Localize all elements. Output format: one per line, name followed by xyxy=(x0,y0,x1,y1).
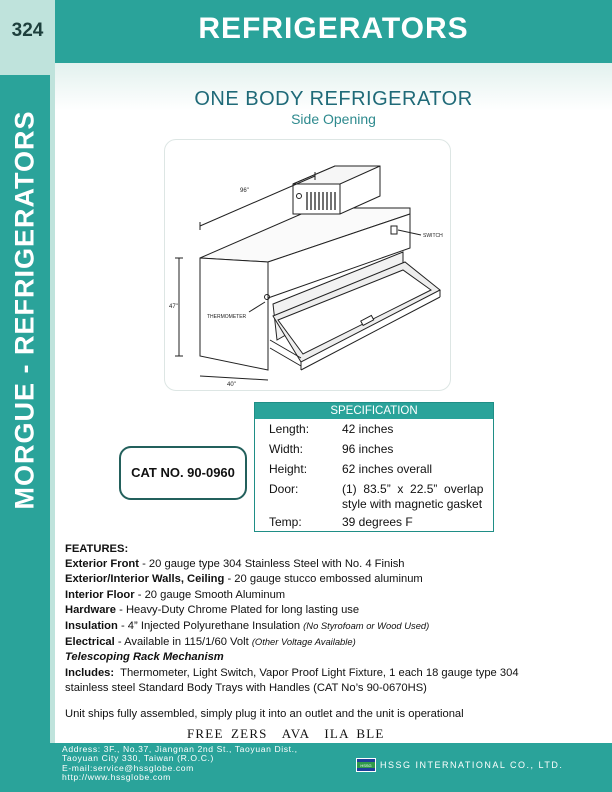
spec-label-width: Width: xyxy=(269,442,304,456)
sidebar-label: MORGUE - REFRIGERATORS xyxy=(9,110,40,510)
catalog-number: CAT NO. 90-0960 xyxy=(119,446,247,500)
page-number: 324 xyxy=(11,20,44,41)
telescoping-mechanism: Telescoping Rack Mechanism xyxy=(65,651,224,664)
spec-value-width: 96 inches xyxy=(342,442,394,456)
dimension-height-label: 47" xyxy=(169,304,178,310)
dimension-depth-label: 40" xyxy=(227,382,236,388)
company-name: HSSG INTERNATIONAL CO., LTD. xyxy=(380,760,564,770)
freezers-available-note: FREE ZERS AVA ILA BLE xyxy=(187,726,385,741)
company-logo-icon xyxy=(356,758,376,772)
includes-line-2: stainless steel Standard Body Trays with Handles (CAT No’s 90-0670HS) xyxy=(65,681,427,694)
feature-item: Exterior Front - 20 gauge type 304 Stainless Steel with No. 4 Finish xyxy=(65,558,405,571)
feature-item: Insulation - 4” Injected Polyurethane Insulation (No Styrofoam or Wood Used) xyxy=(65,620,430,633)
page-title: REFRIGERATORS xyxy=(198,12,469,45)
product-drawing-panel xyxy=(164,139,451,391)
spec-label-door: Door: xyxy=(269,482,299,496)
switch-label: SWITCH xyxy=(423,233,443,239)
thermometer-label: THERMOMETER xyxy=(207,314,247,320)
specification-heading: SPECIFICATION xyxy=(255,403,493,419)
spec-label-height: Height: xyxy=(269,462,308,476)
spec-value-door-line2: style with magnetic gasket xyxy=(342,497,483,511)
feature-item: Electrical - Available in 115/1/60 Volt (Other Voltage Available) xyxy=(65,636,356,649)
spec-value-temp: 39 degrees F xyxy=(342,515,413,529)
includes-line: Includes: Thermometer, Light Switch, Vapor Proof Light Fixture, 1 each 18 gauge type 304 xyxy=(65,666,519,679)
refrigerator-drawing xyxy=(165,140,450,390)
feature-item: Interior Floor - 20 gauge Smooth Aluminum xyxy=(65,588,286,601)
shipping-notice: Unit ships fully assembled, simply plug it into an outlet and the unit is operational xyxy=(65,708,464,720)
footer-contact xyxy=(62,745,298,782)
spec-label-length: Length: xyxy=(269,422,310,436)
spec-value-door: (1) 83.5” x 22.5” overlap xyxy=(342,482,484,496)
specification-table xyxy=(254,402,494,532)
svg-text:HSSG: HSSG xyxy=(360,763,372,768)
spec-label-temp: Temp: xyxy=(269,515,302,529)
spec-value-height: 62 inches overall xyxy=(342,462,433,476)
features-section xyxy=(65,542,605,696)
product-subtitle: Side Opening xyxy=(291,111,376,127)
features-heading: FEATURES: xyxy=(65,543,129,555)
spec-value-length: 42 inches xyxy=(342,422,394,436)
feature-item: Exterior/Interior Walls, Ceiling - 20 gauge stucco embossed aluminum xyxy=(65,573,423,586)
footer-address-line2: Taoyuan City 330, Taiwan (R.O.C.) xyxy=(62,753,214,764)
feature-item: Hardware - Heavy-Duty Chrome Plated for long lasting use xyxy=(65,603,360,616)
footer-email[interactable]: E-mail:service@hssglobe.com xyxy=(62,762,194,773)
footer-address-line1: Address: 3F., No.37, Jiangnan 2nd St., Taoyuan Dist., xyxy=(62,744,298,754)
footer-website[interactable]: http://www.hssglobe.com xyxy=(62,771,171,782)
product-title: ONE BODY REFRIGERATOR xyxy=(194,88,473,110)
dimension-width-label: 96" xyxy=(240,188,249,194)
